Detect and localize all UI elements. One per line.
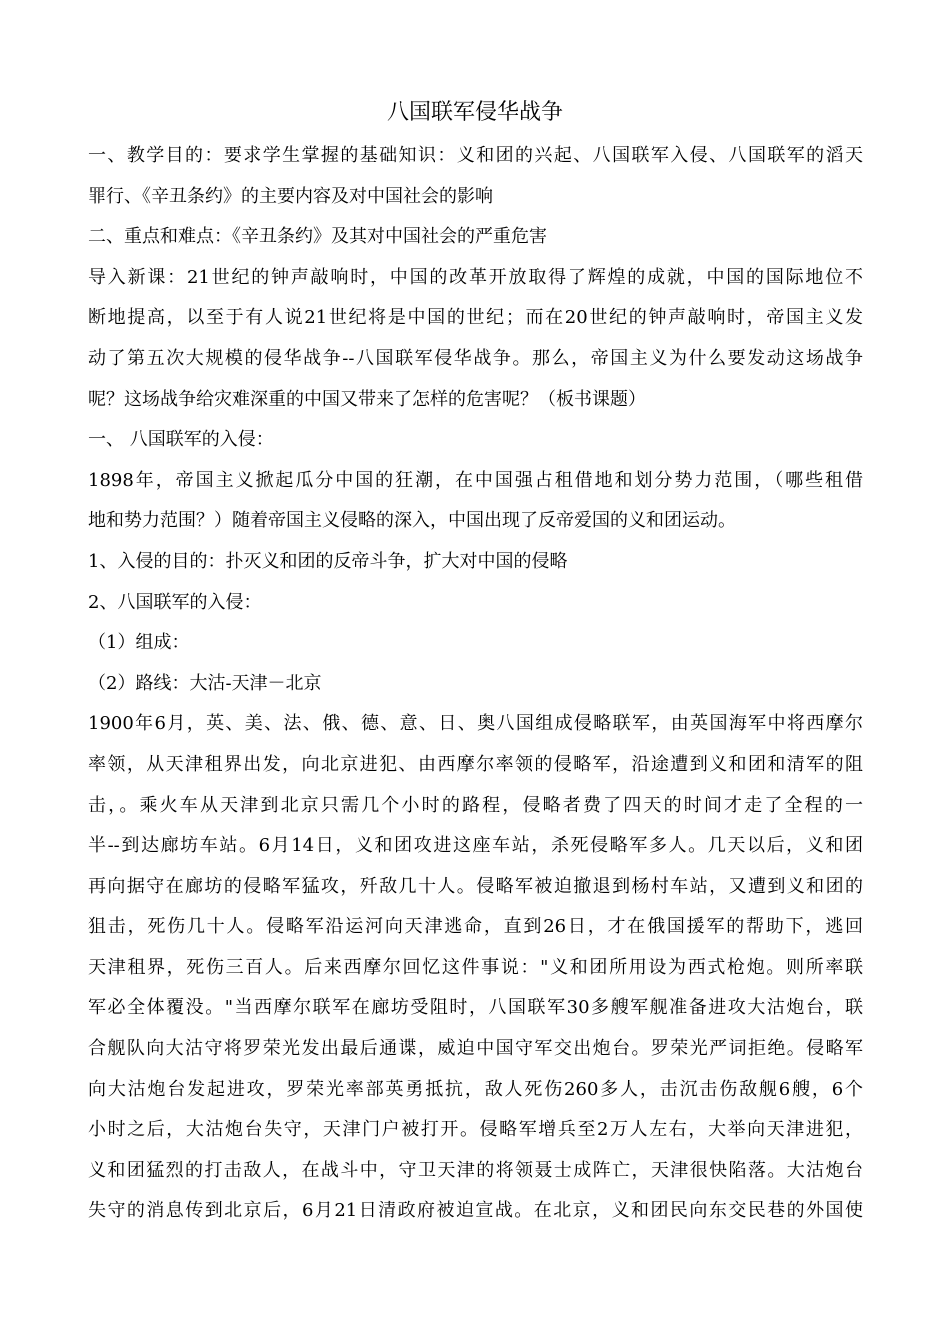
text-line: 1900年6月，英、美、法、俄、德、意、日、奥八国组成侵略联军，由英国海军中将西摩尔 bbox=[88, 713, 863, 735]
text-line: 失守的消息传到北京后，6月21日清政府被迫宣战。在北京，义和团民向东交民巷的外国使 bbox=[88, 1200, 863, 1222]
text-line: 二、重点和难点：《辛丑条约》及其对中国社会的严重危害 bbox=[88, 226, 547, 248]
text-line: 1、入侵的目的：扑灭义和团的反帝斗争，扩大对中国的侵略 bbox=[88, 550, 568, 572]
text-line: 罪行、《辛丑条约》的主要内容及对中国社会的影响 bbox=[88, 185, 493, 207]
text-line: 一、 八国联军的入侵： bbox=[88, 429, 274, 451]
text-line: 2、八国联军的入侵： bbox=[88, 591, 262, 613]
text-line: 半--到达廊坊车站。6月14日，义和团攻进这座车站，杀死侵略军多人。几天以后，义和团 bbox=[88, 835, 863, 857]
text-line: 天津租界，死伤三百人。后来西摩尔回忆这件事说："义和团所用设为西式枪炮。则所率联 bbox=[88, 956, 863, 978]
text-line: 1898年，帝国主义掀起瓜分中国的狂潮，在中国强占租借地和划分势力范围，（哪些租借 bbox=[88, 469, 863, 491]
text-line: 义和团猛烈的打击敌人，在战斗中，守卫天津的将领聂士成阵亡，天津很快陷落。大沽炮台 bbox=[88, 1159, 863, 1181]
text-line: 断地提高，以至于有人说21世纪将是中国的世纪；而在20世纪的钟声敲响时，帝国主义发 bbox=[88, 307, 863, 329]
text-line: 导入新课：21世纪的钟声敲响时，中国的改革开放取得了辉煌的成就，中国的国际地位不 bbox=[88, 266, 863, 288]
text-line: 军必全体覆没。"当西摩尔联军在廊坊受阻时，八国联军30多艘军舰准备进攻大沽炮台，联 bbox=[88, 997, 863, 1019]
text-line: 击，。乘火车从天津到北京只需几个小时的路程，侵略者费了四天的时间才走了全程的一 bbox=[88, 794, 863, 816]
text-line: 一、教学目的：要求学生掌握的基础知识：义和团的兴起、八国联军入侵、八国联军的滔天 bbox=[88, 145, 863, 166]
text-line: 狙击，死伤几十人。侵略军沿运河向天津逃命，直到26日，才在俄国援军的帮助下，逃回 bbox=[88, 916, 863, 938]
text-line: 合舰队向大沽守将罗荣光发出最后通谍，威迫中国守军交出炮台。罗荣光严词拒绝。侵略军 bbox=[88, 1038, 863, 1060]
text-line: （1）组成： bbox=[88, 632, 190, 654]
text-line: 向大沽炮台发起进攻，罗荣光率部英勇抵抗，敌人死伤260多人，击沉击伤敌舰6艘，6个 bbox=[88, 1078, 863, 1100]
text-line: （2）路线：大沽-天津－北京 bbox=[88, 672, 322, 694]
document-body bbox=[88, 136, 863, 1232]
text-line: 动了第五次大规模的侵华战争--八国联军侵华战争。那么，帝国主义为什么要发动这场战争 bbox=[88, 347, 863, 369]
text-line: 率领，从天津租界出发，向北京进犯、由西摩尔率领的侵略军，沿途遭到义和团和清军的阻 bbox=[88, 753, 863, 775]
text-line: 再向据守在廊坊的侵略军猛攻，歼敌几十人。侵略军被迫撤退到杨村车站，又遭到义和团的 bbox=[88, 875, 863, 897]
text-line: 小时之后，大沽炮台失守，天津门户被打开。侵略军增兵至2万人左右，大举向天津进犯， bbox=[88, 1119, 863, 1141]
text-line: 地和势力范围？）随着帝国主义侵略的深入，中国出现了反帝爱国的义和团运动。 bbox=[88, 510, 736, 532]
text-line: 呢？这场战争给灾难深重的中国又带来了怎样的危害呢？（板书课题） bbox=[88, 388, 646, 410]
document-title: 八国联军侵华战争 bbox=[386, 100, 563, 125]
